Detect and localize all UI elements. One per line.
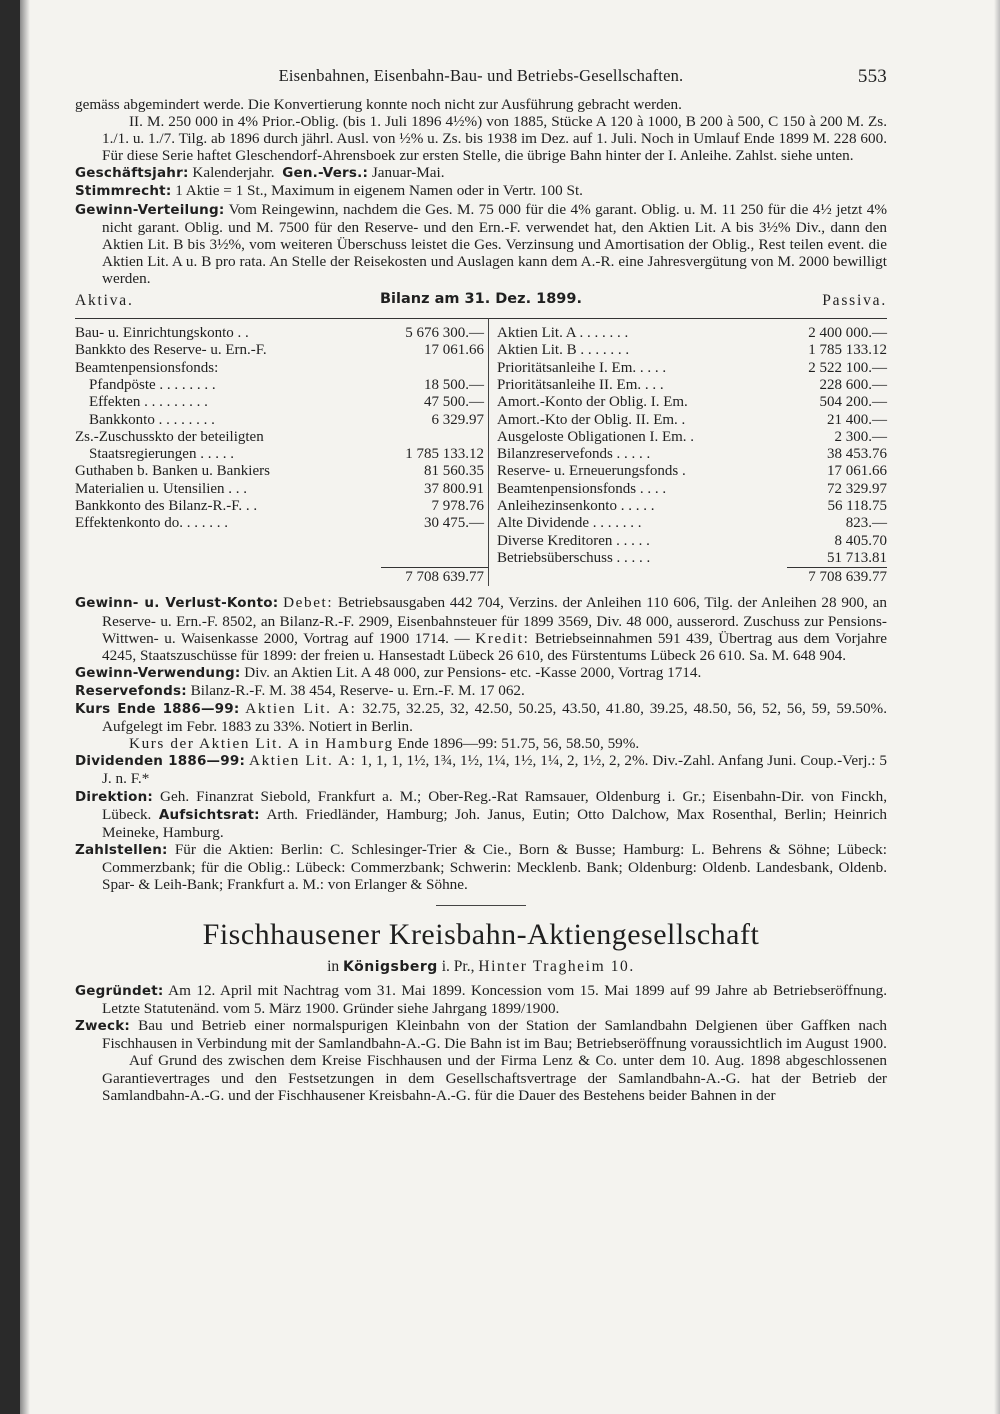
passiva-item: Amort.-Kto der Oblig. II. Em. . xyxy=(497,411,686,428)
zweck-paragraph-2: Auf Grund des zwischen dem Kreise Fischhausen und der Firma Lenz & Co. unter dem 10. Aug. 1898 abgeschlossenen Garantievertrages und den Festsetzungen in dem Gesellschaftsvertrage der Samlandbahn-A.-G. hat der Betrieb der Samlandbahn-A.-G. und der Fischhausener Kreisbahn-A.-G. für die Dauer des Bestehens beider Bahnen in der xyxy=(102,1052,887,1104)
geschaeftsjahr-label: Geschäftsjahr: xyxy=(75,165,189,182)
passiva-value: 2 400 000.— xyxy=(808,325,887,342)
passiva-value: 8 405.70 xyxy=(834,532,887,549)
zweck-label: Zweck: xyxy=(75,1018,130,1035)
aktiva-value xyxy=(381,550,489,568)
passiva-item: Aktien Lit. A . . . . . . . xyxy=(497,325,629,342)
balance-row xyxy=(75,394,887,411)
reservefonds-label: Reservefonds: xyxy=(75,682,187,699)
passiva-item: Betriebsüberschuss . . . . . xyxy=(497,549,651,566)
zahlstellen-label: Zahlstellen: xyxy=(75,841,168,858)
aktiva-value: 17 061.66 xyxy=(381,342,489,359)
aktiva-value xyxy=(381,429,489,446)
gegruendet-label: Gegründet: xyxy=(75,983,164,1000)
balance-row xyxy=(75,429,887,446)
page-number: 553 xyxy=(857,66,887,87)
company-title: Fischhausener Kreisbahn-Aktiengesellschaft xyxy=(202,918,760,952)
aktiva-item: Bankkto des Reserve- u. Ern.-F. xyxy=(75,342,267,359)
aktiva-item: Bau- u. Einrichtungskonto . . xyxy=(75,325,249,342)
total-passiva: 7 708 639.77 xyxy=(787,568,887,587)
gen-vers-label: Gen.-Vers.: xyxy=(282,165,369,182)
intro-paragraph-2: II. M. 250 000 in 4% Prior.-Oblig. (bis 1. Juli 1896 4½%) von 1885, Stücke A 120 à 1000, B 200 à 500, C 150 à 200 M. Zs. 1./1. u. 1./7. Tilg. ab 1896 durch jährl. Ausl. von ½% u. Zs. bis 1938 im Dez. auf 1. Juli. Noch in Umlauf Ende 1899 M. 228 600. Für diese Serie haftet Gleschendorf-Ahrensboek zur ersten Stelle, die übrige Bahn hinter der I. Anleihe. Zahlst. siehe unten. xyxy=(102,113,887,165)
balance-title: Bilanz am 31. Dez. 1899. xyxy=(380,291,582,308)
aktiva-value: 7 978.76 xyxy=(381,498,489,515)
aktiva-item xyxy=(75,533,381,550)
aktiva-item: Bankkonto des Bilanz-R.-F. . . xyxy=(75,498,258,514)
running-header xyxy=(75,66,887,96)
geschaeftsjahr-line: Geschäftsjahr: Kalenderjahr. Gen.-Vers.: Januar-Mai. xyxy=(75,164,445,182)
direktion-label: Direktion: xyxy=(75,788,153,805)
gewinn-verteilung-label: Gewinn-Verteilung: xyxy=(75,201,225,218)
dividenden-paragraph: Dividenden 1886—99: Aktien Lit. A: 1, 1, 1, 1½, 1¾, 1½, 1¼, 1½, 1¼, 2, 1½, 2, 2%. Div.-Zahl. Anfang Juni. Coup.-Verj.: 5 J. n. F.* xyxy=(75,752,888,788)
kurs-hamburg-line: Kurs der Aktien Lit. A in Hamburg Ende 1896—99: 51.75, 56, 58.50, 59%. xyxy=(129,735,640,753)
aktiva-item: Staatsregierungen . . . . . xyxy=(89,446,234,463)
company-city: Königsberg xyxy=(343,959,438,976)
passiva-item: Aktien Lit. B . . . . . . . xyxy=(497,342,630,359)
zweck-paragraph: Zweck: Bau und Betrieb einer normalspurigen Kleinbahn von der Station der Samlandbahn Delgienen über Gaffken nach Fischhausen in Verbindung mit der Samlandbahn-A.-G. Die Bahn ist im Bau; Betriebseröffnung voraussichtlich im August 1900. xyxy=(75,1017,888,1053)
balance-rows xyxy=(75,319,887,568)
balance-row xyxy=(75,319,887,343)
gewinn-verwendung-label: Gewinn-Verwendung: xyxy=(75,664,241,681)
passiva-item: Prioritätsanleihe II. Em. . . . xyxy=(497,376,664,393)
passiva-value: 504 200.— xyxy=(819,394,887,411)
balance-row xyxy=(75,481,887,498)
aufsichtsrat-label: Aufsichtsrat: xyxy=(158,806,260,823)
gegruendet-paragraph: Gegründet: Am 12. April mit Nachtrag vom 31. Mai 1899. Koncession vom 15. Mai 1899 auf 99 Jahre ab Betriebseröffnung. Letzte Statutenänd. vom 5. März 1900. Gründer siehe Jahrgang 1899/1900. xyxy=(75,982,887,1018)
reservefonds-line: Reservefonds: Bilanz-R.-F. M. 38 454, Reserve- u. Ern.-F. M. 17 062. xyxy=(75,681,525,699)
aktiva-value: 81 560.35 xyxy=(381,463,489,480)
passiva-item: Bilanzreservefonds . . . . . xyxy=(497,446,651,463)
passiva-value: 51 713.81 xyxy=(827,549,887,566)
aktiva-item xyxy=(75,550,381,568)
scan-edge-shadow xyxy=(20,0,30,1414)
passiva-item: Anleihezinsenkonto . . . . . xyxy=(497,498,655,514)
passiva-value: 21 400.— xyxy=(827,411,887,428)
passiva-item: Reserve- u. Erneuerungsfonds . xyxy=(497,463,686,480)
aktiva-value: 30 475.— xyxy=(381,515,489,532)
passiva-value: 1 785 133.12 xyxy=(808,342,887,359)
direktion-paragraph: Direktion: Geh. Finanzrat Siebold, Frankfurt a. M.; Ober-Reg.-Rat Ramsauer, Oldenburg i. Gr.; Eisenbahn-Dir. von Finckh, Lübeck. Aufsichtsrat: Arth. Friedländer, Hamburg; Joh. Janus, Eutin; Otto Dalchow, Max Rosenthal, Berlin; Heinrich Meineke, Hamburg. xyxy=(75,787,888,841)
aktiva-item: Guthaben b. Banken u. Bankiers xyxy=(75,463,270,480)
company-address: in Königsberg i. Pr., Hinter Tragheim 10. xyxy=(327,958,635,976)
guv-paragraph: Gewinn- u. Verlust-Konto: Debet: Betriebsausgaben 442 704, Verzins. der Anleihen 110 606, Tilg. der Anleihen 28 900, an Reserve- u. Ern.-F. 8502, an Bilanz-R.-F. 2909, Eisenbahnsteuer für 1899 3569, Div. 48 000, ausserord. Zuschuss zur Pensions-Wittwen- u. Waisenkasse 2000, Vortrag auf 1900 1714. — Kredit: Betriebseinnahmen 591 439, Übertrag aus dem Vorjahre 4245, Staatszuschüsse für 1899: der freien u. Hansestadt Lübeck 26 610, des Fürstentums Lübeck 26 610. Sa. M. 648 904. xyxy=(75,594,888,664)
aktiva-value: 37 800.91 xyxy=(381,481,489,498)
aktiva-value: 18 500.— xyxy=(381,377,489,394)
passiva-label: Passiva. xyxy=(822,292,887,310)
balance-total-row xyxy=(75,568,887,587)
passiva-item: Amort.-Konto der Oblig. I. Em. xyxy=(497,394,688,411)
dividenden-label: Dividenden 1886—99: xyxy=(75,753,246,770)
balance-row xyxy=(75,360,887,377)
passiva-value: 2 522 100.— xyxy=(808,359,887,376)
scan-edge-left xyxy=(0,0,20,1414)
passiva-item: Ausgeloste Obligationen I. Em. . xyxy=(497,428,695,445)
scan-edge-right xyxy=(994,0,1000,1414)
passiva-item: Alte Dividende . . . . . . . xyxy=(497,515,642,532)
gewinn-verteilung-paragraph: Gewinn-Verteilung: Vom Reingewinn, nachdem die Ges. M. 75 000 für die 4% garant. Oblig. u. M. 11 250 für die 4½ jetzt 4% nicht garant. Oblig. und M. 7500 für den Reserve- und den Ern.-F. verwendet hat, den Aktien Lit. A bis 3½% Div., dann den Aktien Lit. B bis 3½%, vom weiteren Überschuss leistet die Ges. Verzinsung und Amortisation der Oblig., Rest teilen event. die Aktien Lit. A u. B pro rata. An Stelle der Reisekosten und Auslagen kann dem A.-R. eine Jahresvergütung von M. 2000 bewilligt werden. xyxy=(75,200,887,287)
kurs-paragraph: Kurs Ende 1886—99: Aktien Lit. A: 32.75, 32.25, 32, 42.50, 50.25, 43.50, 41.80, 39.25, 48.50, 56, 52, 56, 59, 59.50%. Aufgelegt im Febr. 1883 zu 33%. Notiert in Berlin. xyxy=(75,700,887,736)
aktiva-item: Effekten . . . . . . . . . xyxy=(89,394,208,411)
passiva-value: 17 061.66 xyxy=(827,463,887,480)
aktiva-item: Effektenkonto do. . . . . . . xyxy=(75,515,229,532)
gewinn-verwendung-line: Gewinn-Verwendung: Div. an Aktien Lit. A 48 000, zur Pensions- etc. -Kasse 2000, Vortrag 1714. xyxy=(75,663,702,681)
balance-row xyxy=(75,342,887,359)
aktiva-value: 1 785 133.12 xyxy=(381,446,489,463)
balance-table xyxy=(75,318,887,586)
balance-row xyxy=(75,412,887,429)
kurs-label: Kurs Ende 1886—99: xyxy=(75,701,240,718)
document-page xyxy=(75,66,887,1104)
balance-row xyxy=(75,550,887,568)
passiva-value: 228 600.— xyxy=(819,376,887,393)
balance-row xyxy=(75,498,887,515)
passiva-value: 72 329.97 xyxy=(827,480,887,497)
balance-header xyxy=(75,290,887,314)
balance-row xyxy=(75,515,887,532)
guv-label: Gewinn- u. Verlust-Konto: xyxy=(75,595,279,612)
balance-row xyxy=(75,463,887,480)
aktiva-value xyxy=(381,533,489,550)
stimmrecht-label: Stimmrecht: xyxy=(75,183,172,200)
balance-row xyxy=(75,377,887,394)
passiva-value: 2 300.— xyxy=(834,428,887,445)
total-aktiva: 7 708 639.77 xyxy=(381,568,489,587)
passiva-item: Beamtenpensionsfonds . . . . xyxy=(497,480,667,497)
aktiva-item: Beamtenpensionsfonds: xyxy=(75,359,219,376)
balance-row xyxy=(75,446,887,463)
header-title: Eisenbahnen, Eisenbahn-Bau- und Betriebs-Gesellschaften. xyxy=(278,66,684,85)
aktiva-value xyxy=(381,360,489,377)
section-divider xyxy=(436,905,526,906)
balance-row xyxy=(75,533,887,550)
passiva-item: Diverse Kreditoren . . . . . xyxy=(497,532,650,549)
aktiva-item: Bankkonto . . . . . . . . xyxy=(89,411,215,428)
passiva-value: 823.— xyxy=(845,515,887,532)
passiva-value: 38 453.76 xyxy=(827,446,887,463)
intro-paragraph-1: gemäss abgemindert werde. Die Konvertierung konnte noch nicht zur Ausführung gebracht werden. xyxy=(75,96,682,113)
aktiva-item: Materialien u. Utensilien . . . xyxy=(75,480,248,497)
stimmrecht-line: Stimmrecht: 1 Aktie = 1 St., Maximum in eigenem Namen oder in Vertr. 100 St. xyxy=(75,182,583,200)
zahlstellen-paragraph: Zahlstellen: Für die Aktien: Berlin: C. Schlesinger-Trier & Cie., Born & Busse; Hamburg: L. Behrens & Söhne; Lübeck: Commerzbank; für die Oblig.: Lübeck: Commerzbank; Schwerin: Mecklenb. Bank; Oldenburg: Oldenb. Landesbank, Oldenb. Spar- & Leih-Bank; Frankfurt a. M.: von Erlanger & Söhne. xyxy=(75,840,887,893)
aktiva-value: 6 329.97 xyxy=(381,412,489,429)
aktiva-item: Zs.-Zuschusskto der beteiligten xyxy=(75,428,264,445)
aktiva-label: Aktiva. xyxy=(75,292,134,310)
passiva-value: 56 118.75 xyxy=(827,498,887,514)
aktiva-item: Pfandpöste . . . . . . . . xyxy=(89,376,216,393)
passiva-item: Prioritätsanleihe I. Em. . . . . xyxy=(497,359,667,376)
aktiva-value: 5 676 300.— xyxy=(381,319,489,343)
aktiva-value: 47 500.— xyxy=(381,394,489,411)
